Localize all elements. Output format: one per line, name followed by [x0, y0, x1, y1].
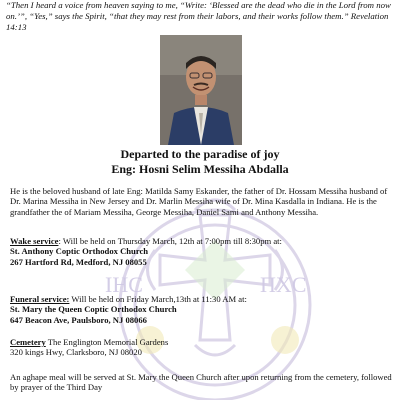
bible-verse: “Then I heard a voice from heaven saying to me, “Write: ‘Blessed are the dead who die in the Lord from now on.’”, “Yes,” says the Spirit, “that they may rest from their labors, and their works follow them.” Revelation 14:13 [6, 0, 391, 32]
departed-heading: Departed to the paradise of joy [120, 147, 280, 161]
family-paragraph: He is the beloved husband of late Eng: Matilda Samy Eskander, the father of Dr. Hossam Messiha husband of Dr. Marina Messiha in New Jersey and Dr. Marlin Messiha wife of Dr. Mina Kasdalla in Indiana. He is the grandfather the of Mariam Messiha, George Messiha, Daniel Sami and Anthony Messiha. [10, 186, 388, 217]
funeral-service-section [10, 294, 394, 325]
aghape-meal-note: An aghape meal will be served at St. Mary the Queen Church after upon returning from the cemetery, followed by prayer of the Third Day [10, 372, 392, 393]
funeral-address: 647 Beacon Ave, Paulsboro, NJ 08066 [10, 314, 147, 325]
wake-address: 267 Hartford Rd, Medford, NJ 08055 [10, 256, 147, 267]
cemetery-label: Cemetery [10, 337, 46, 347]
cemetery-address: 320 kings Hwy, Clarksboro, NJ 08020 [10, 347, 142, 358]
funeral-service-text: Will be held on Friday March,13th at 11:30 AM at: [69, 294, 247, 304]
watermark-ihc: IHC [105, 272, 143, 297]
cemetery-section [10, 337, 394, 358]
funeral-service-label: Funeral service: [10, 294, 70, 304]
deceased-name: Eng: Hosni Selim Messiha Abdalla [111, 162, 289, 176]
cemetery-name: The Englington Memorial Gardens [45, 337, 169, 347]
wake-church: St. Anthony Coptic Orthodox Church [10, 246, 149, 257]
wake-service-text: : Will be held on Thursday March, 12th at 7:00pm till 8:30pm at: [58, 236, 282, 246]
funeral-church: St. Mary the Queen Coptic Orthodox Church [10, 304, 177, 315]
wake-service-label: Wake service [10, 236, 59, 246]
watermark-pxc: ΠXC [260, 272, 307, 297]
wake-service-section [10, 236, 394, 267]
portrait-photo [160, 35, 242, 145]
